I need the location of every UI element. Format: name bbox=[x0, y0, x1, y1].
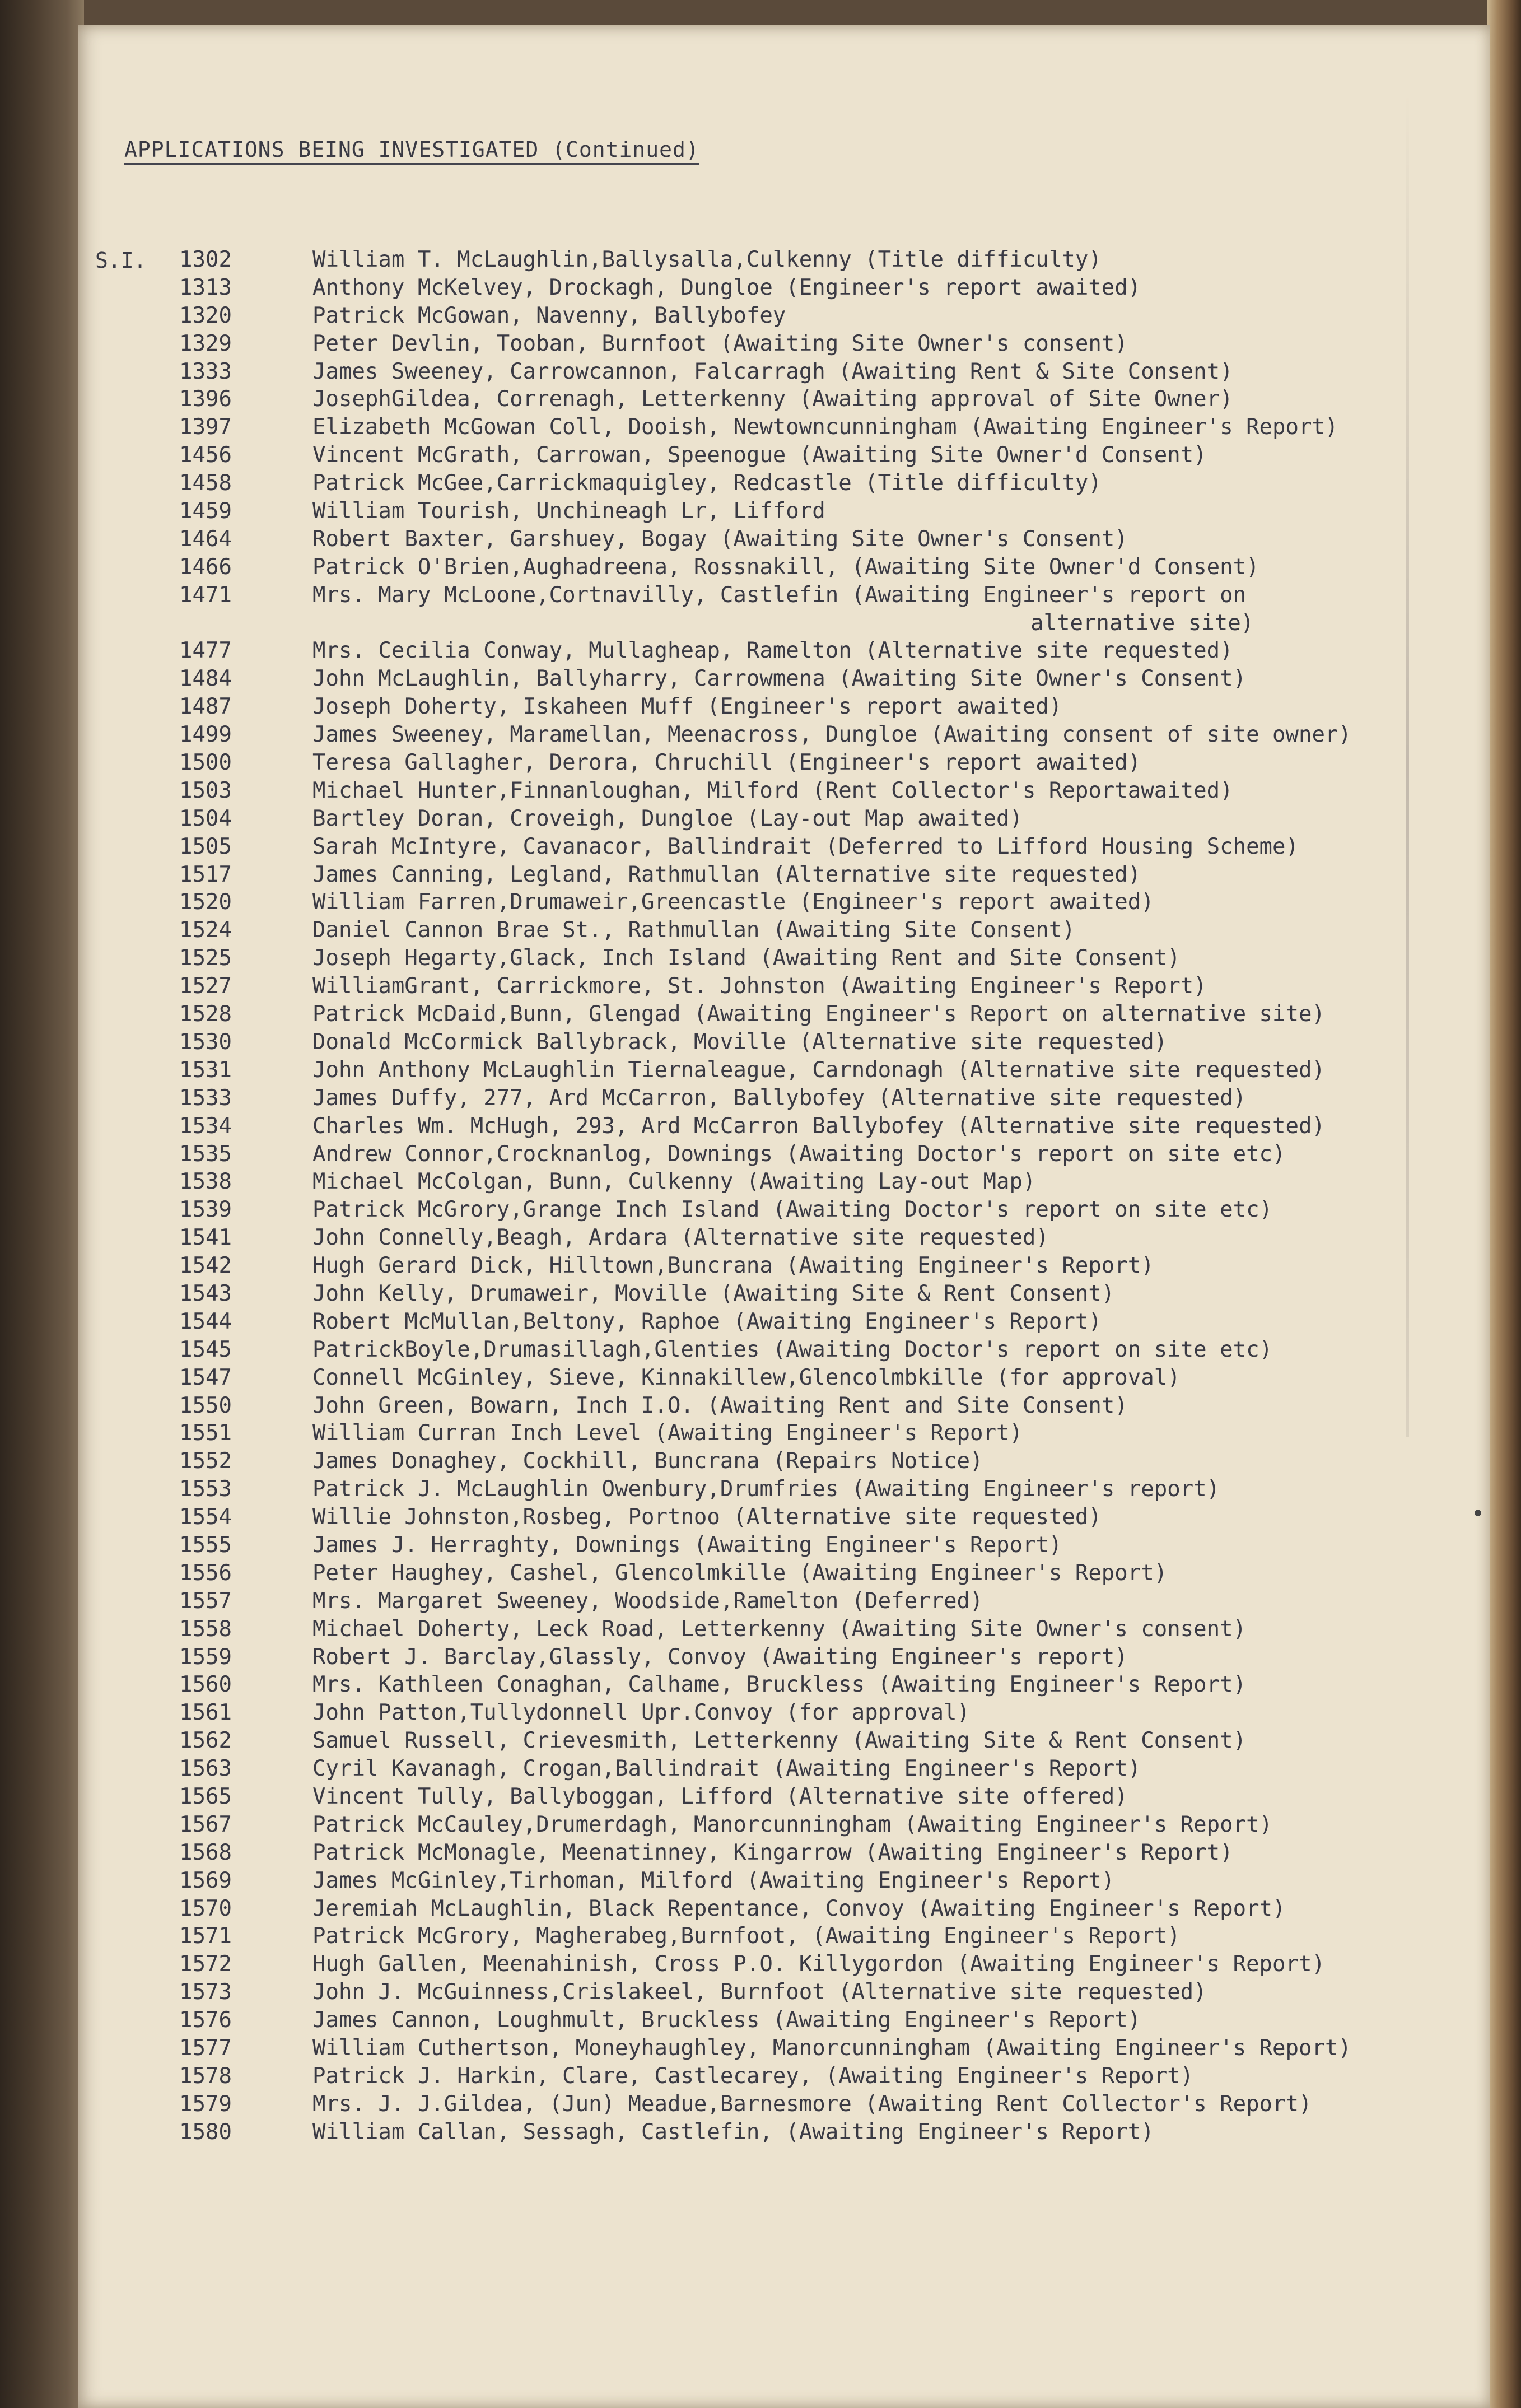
application-number: 1580 bbox=[179, 2119, 232, 2145]
application-details: John McLaughlin, Ballyharry, Carrowmena (Awaiting Site Owner's Consent) bbox=[312, 666, 1247, 692]
application-number: 1577 bbox=[179, 2036, 232, 2061]
application-details: Donald McCormick Ballybrack, Moville (Alternative site requested) bbox=[312, 1029, 1168, 1055]
application-details: John Connelly,Beagh, Ardara (Alternative site requested) bbox=[312, 1225, 1049, 1251]
application-details: Patrick McDaid,Bunn, Glengad (Awaiting Engineer's Report on alternative site) bbox=[312, 1002, 1325, 1027]
list-item bbox=[78, 1475, 1478, 1503]
application-number: 1329 bbox=[179, 330, 232, 356]
application-details: John Green, Bowarn, Inch I.O. (Awaiting Rent and Site Consent) bbox=[312, 1392, 1128, 1418]
list-item bbox=[78, 1811, 1478, 1839]
list-item bbox=[78, 1140, 1478, 1168]
list-item bbox=[78, 1168, 1478, 1196]
application-number: 1464 bbox=[179, 526, 232, 552]
application-number: 1578 bbox=[179, 2063, 232, 2089]
application-number: 1458 bbox=[179, 471, 232, 496]
application-number: 1538 bbox=[179, 1169, 232, 1195]
application-details: William Farren,Drumaweir,Greencastle (Engineer's report awaited) bbox=[312, 889, 1154, 915]
application-number: 1396 bbox=[179, 386, 232, 412]
application-number: 1553 bbox=[179, 1477, 232, 1502]
list-item bbox=[78, 805, 1478, 833]
application-number: 1535 bbox=[179, 1141, 232, 1167]
application-number: 1579 bbox=[179, 2091, 232, 2117]
application-number: 1563 bbox=[179, 1756, 232, 1782]
application-details: James J. Herraghty, Downings (Awaiting Engineer's Report) bbox=[312, 1532, 1062, 1558]
application-details: Hugh Gerard Dick, Hilltown,Buncrana (Awaiting Engineer's Report) bbox=[312, 1253, 1154, 1279]
application-number: 1320 bbox=[179, 302, 232, 328]
application-number: 1504 bbox=[179, 805, 232, 831]
list-item bbox=[78, 1196, 1478, 1224]
application-number: 1466 bbox=[179, 554, 232, 580]
application-details: JosephGildea, Correnagh, Letterkenny (Awaiting approval of Site Owner) bbox=[312, 386, 1233, 412]
list-item bbox=[78, 302, 1478, 330]
application-details: Anthony McKelvey, Drockagh, Dungloe (Engineer's report awaited) bbox=[312, 274, 1141, 300]
application-details: Patrick McMonagle, Meenatinney, Kingarrow (Awaiting Engineer's Report) bbox=[312, 1839, 1233, 1865]
application-details: Michael Hunter,Finnanloughan, Milford (Rent Collector's Reportawaited) bbox=[312, 777, 1233, 803]
application-number: 1533 bbox=[179, 1085, 232, 1111]
application-number: 1542 bbox=[179, 1253, 232, 1279]
list-item bbox=[78, 861, 1478, 889]
application-number: 1503 bbox=[179, 777, 232, 803]
application-details: James McGinley,Tirhoman, Milford (Awaiting Engineer's Report) bbox=[312, 1867, 1115, 1893]
application-number: 1559 bbox=[179, 1644, 232, 1670]
list-item bbox=[78, 1503, 1478, 1531]
application-details: James Canning, Legland, Rathmullan (Alternative site requested) bbox=[312, 861, 1141, 887]
list-item bbox=[78, 1308, 1478, 1336]
list-item bbox=[78, 1671, 1478, 1699]
application-number: 1557 bbox=[179, 1588, 232, 1614]
list-item bbox=[78, 1084, 1478, 1112]
list-item bbox=[78, 469, 1478, 497]
list-item bbox=[78, 665, 1478, 693]
list-item bbox=[78, 1028, 1478, 1056]
application-details: James Donaghey, Cockhill, Buncrana (Repairs Notice) bbox=[312, 1448, 983, 1474]
application-details: Michael McColgan, Bunn, Culkenny (Awaiting Lay-out Map) bbox=[312, 1169, 1036, 1195]
list-item bbox=[78, 2062, 1478, 2090]
application-details: PatrickBoyle,Drumasillagh,Glenties (Awaiting Doctor's report on site etc) bbox=[312, 1336, 1273, 1362]
application-details: Patrick McGee,Carrickmaquigley, Redcastle (Title difficulty) bbox=[312, 471, 1102, 496]
application-details: Andrew Connor,Crocknanlog, Downings (Awaiting Doctor's report on site etc) bbox=[312, 1141, 1286, 1167]
application-details: Mrs. Mary McLoone,Cortnavilly, Castlefin (Awaiting Engineer's report on bbox=[312, 582, 1247, 608]
application-details: Joseph Hegarty,Glack, Inch Island (Awaiting Rent and Site Consent) bbox=[312, 945, 1181, 971]
application-details: John Patton,Tullydonnell Upr.Convoy (for approval) bbox=[312, 1700, 970, 1726]
list-item bbox=[78, 1922, 1478, 1950]
application-number: 1528 bbox=[179, 1002, 232, 1027]
list-item bbox=[78, 330, 1478, 358]
application-number: 1499 bbox=[179, 722, 232, 748]
application-number: 1571 bbox=[179, 1923, 232, 1949]
application-number: 1525 bbox=[179, 945, 232, 971]
ink-dot-mark: • bbox=[1471, 1501, 1485, 1527]
application-details: Patrick J. McLaughlin Owenbury,Drumfries (Awaiting Engineer's report) bbox=[312, 1477, 1220, 1502]
application-number: 1544 bbox=[179, 1308, 232, 1334]
list-item bbox=[78, 1839, 1478, 1867]
application-number: 1527 bbox=[179, 974, 232, 999]
application-details: Michael Doherty, Leck Road, Letterkenny (Awaiting Site Owner's consent) bbox=[312, 1616, 1247, 1642]
application-details: Willie Johnston,Rosbeg, Portnoo (Alternative site requested) bbox=[312, 1505, 1102, 1530]
list-item bbox=[78, 1867, 1478, 1895]
list-item bbox=[78, 1056, 1478, 1084]
application-details: William T. McLaughlin,Ballysalla,Culkenny (Title difficulty) bbox=[312, 247, 1102, 272]
application-number: 1547 bbox=[179, 1364, 232, 1390]
application-details: Mrs. Kathleen Conaghan, Calhame, Bruckless (Awaiting Engineer's Report) bbox=[312, 1672, 1247, 1698]
application-details: WilliamGrant, Carrickmore, St. Johnston (Awaiting Engineer's Report) bbox=[312, 974, 1207, 999]
list-item bbox=[78, 1392, 1478, 1420]
application-details: Cyril Kavanagh, Crogan,Ballindrait (Awaiting Engineer's Report) bbox=[312, 1756, 1141, 1782]
application-details: Sarah McIntyre, Cavanacor, Ballindrait (Deferred to Lifford Housing Scheme) bbox=[312, 833, 1299, 859]
application-number: 1471 bbox=[179, 582, 232, 608]
application-number: 1550 bbox=[179, 1392, 232, 1418]
list-item bbox=[78, 553, 1478, 581]
list-item bbox=[78, 441, 1478, 469]
application-details: James Sweeney, Maramellan, Meenacross, Dungloe (Awaiting consent of site owner) bbox=[312, 722, 1351, 748]
list-item bbox=[78, 721, 1478, 749]
application-number: 1569 bbox=[179, 1867, 232, 1893]
application-details: Vincent Tully, Ballyboggan, Lifford (Alternative site offered) bbox=[312, 1783, 1128, 1809]
list-item bbox=[78, 1615, 1478, 1643]
application-details: Samuel Russell, Crievesmith, Letterkenny (Awaiting Site & Rent Consent) bbox=[312, 1728, 1247, 1754]
application-details: Mrs. J. J.Gildea, (Jun) Meadue,Barnesmore (Awaiting Rent Collector's Report) bbox=[312, 2091, 1312, 2117]
list-item bbox=[78, 2034, 1478, 2062]
application-number: 1551 bbox=[179, 1420, 232, 1446]
list-item bbox=[78, 916, 1478, 944]
list-item bbox=[78, 1224, 1478, 1252]
application-details: Hugh Gallen, Meenahinish, Cross P.O. Killygordon (Awaiting Engineer's Report) bbox=[312, 1951, 1325, 1977]
list-item bbox=[78, 944, 1478, 972]
application-details: Patrick McCauley,Drumerdagh, Manorcunningham (Awaiting Engineer's Report) bbox=[312, 1811, 1273, 1837]
application-details: Patrick McGrory, Magherabeg,Burnfoot, (Awaiting Engineer's Report) bbox=[312, 1923, 1181, 1949]
application-details: Patrick McGowan, Navenny, Ballybofey bbox=[312, 302, 786, 328]
list-item bbox=[78, 1531, 1478, 1559]
list-item bbox=[78, 1447, 1478, 1475]
application-details: Joseph Doherty, Iskaheen Muff (Engineer's report awaited) bbox=[312, 694, 1062, 720]
application-number: 1456 bbox=[179, 443, 232, 468]
application-number: 1552 bbox=[179, 1448, 232, 1474]
list-item bbox=[78, 637, 1478, 665]
application-number: 1477 bbox=[179, 638, 232, 664]
application-number: 1572 bbox=[179, 1951, 232, 1977]
section-label: S.I. bbox=[95, 248, 147, 273]
application-number: 1534 bbox=[179, 1113, 232, 1139]
applications-list bbox=[78, 246, 1478, 2146]
application-number: 1562 bbox=[179, 1728, 232, 1754]
application-details: James Cannon, Loughmult, Bruckless (Awaiting Engineer's Report) bbox=[312, 2008, 1141, 2033]
list-item bbox=[78, 1699, 1478, 1727]
application-details: Peter Haughey, Cashel, Glencolmkille (Awaiting Engineer's Report) bbox=[312, 1560, 1168, 1586]
application-details: Daniel Cannon Brae St., Rathmullan (Awaiting Site Consent) bbox=[312, 917, 1075, 943]
application-details: Mrs. Margaret Sweeney, Woodside,Ramelton (Deferred) bbox=[312, 1588, 983, 1614]
application-details: William Cuthertson, Moneyhaughley, Manorcunningham (Awaiting Engineer's Report) bbox=[312, 2036, 1351, 2061]
application-details: Patrick J. Harkin, Clare, Castlecarey, (Awaiting Engineer's Report) bbox=[312, 2063, 1194, 2089]
application-number: 1302 bbox=[179, 247, 232, 272]
list-item bbox=[78, 1364, 1478, 1392]
application-number: 1576 bbox=[179, 2008, 232, 2033]
list-item bbox=[78, 1727, 1478, 1755]
list-item bbox=[78, 246, 1478, 274]
application-details: Bartley Doran, Croveigh, Dungloe (Lay-out Map awaited) bbox=[312, 805, 1023, 831]
list-item bbox=[78, 777, 1478, 805]
application-number: 1524 bbox=[179, 917, 232, 943]
list-item bbox=[78, 2090, 1478, 2118]
application-details: William Callan, Sessagh, Castlefin, (Awaiting Engineer's Report) bbox=[312, 2119, 1154, 2145]
application-details: James Sweeney, Carrowcannon, Falcarragh (Awaiting Rent & Site Consent) bbox=[312, 358, 1233, 384]
application-number: 1561 bbox=[179, 1700, 232, 1726]
application-number: 1558 bbox=[179, 1616, 232, 1642]
list-item bbox=[78, 1000, 1478, 1028]
list-item bbox=[78, 1112, 1478, 1140]
list-item bbox=[78, 413, 1478, 441]
application-number: 1459 bbox=[179, 499, 232, 524]
application-number: 1565 bbox=[179, 1783, 232, 1809]
list-item bbox=[78, 972, 1478, 1000]
list-item bbox=[78, 1419, 1478, 1447]
application-number: 1397 bbox=[179, 414, 232, 440]
application-number: 1554 bbox=[179, 1505, 232, 1530]
application-number: 1541 bbox=[179, 1225, 232, 1251]
application-details: John Anthony McLaughlin Tiernaleague, Carndonagh (Alternative site requested) bbox=[312, 1057, 1325, 1083]
list-item bbox=[78, 1559, 1478, 1587]
application-details: Connell McGinley, Sieve, Kinnakillew,Glencolmbkille (for approval) bbox=[312, 1364, 1181, 1390]
application-details: Peter Devlin, Tooban, Burnfoot (Awaiting Site Owner's consent) bbox=[312, 330, 1128, 356]
application-number: 1560 bbox=[179, 1672, 232, 1698]
application-number: 1530 bbox=[179, 1029, 232, 1055]
application-number: 1313 bbox=[179, 274, 232, 300]
list-item bbox=[78, 1895, 1478, 1923]
application-details: alternative site) bbox=[1030, 610, 1254, 636]
list-item bbox=[78, 497, 1478, 525]
list-item bbox=[78, 274, 1478, 302]
application-details: Vincent McGrath, Carrowan, Speenogue (Awaiting Site Owner'd Consent) bbox=[312, 443, 1207, 468]
list-item bbox=[78, 1336, 1478, 1364]
list-item bbox=[78, 2006, 1478, 2034]
application-details: Jeremiah McLaughlin, Black Repentance, Convoy (Awaiting Engineer's Report) bbox=[312, 1895, 1286, 1921]
application-number: 1555 bbox=[179, 1532, 232, 1558]
list-item bbox=[78, 1587, 1478, 1615]
application-number: 1500 bbox=[179, 750, 232, 776]
list-item bbox=[78, 525, 1478, 553]
list-item bbox=[78, 888, 1478, 916]
application-details: James Duffy, 277, Ard McCarron, Ballybofey (Alternative site requested) bbox=[312, 1085, 1247, 1111]
book-binding-left bbox=[0, 0, 84, 2408]
list-item bbox=[78, 581, 1478, 609]
application-details: Teresa Gallagher, Derora, Chruchill (Engineer's report awaited) bbox=[312, 750, 1141, 776]
list-item bbox=[78, 358, 1478, 386]
list-item bbox=[78, 693, 1478, 721]
application-details: Robert McMullan,Beltony, Raphoe (Awaiting Engineer's Report) bbox=[312, 1308, 1102, 1334]
page-heading: APPLICATIONS BEING INVESTIGATED (Continued) bbox=[124, 137, 699, 165]
application-number: 1531 bbox=[179, 1057, 232, 1083]
application-details: John Kelly, Drumaweir, Moville (Awaiting Site & Rent Consent) bbox=[312, 1280, 1115, 1306]
application-number: 1545 bbox=[179, 1336, 232, 1362]
document-page bbox=[78, 25, 1490, 2408]
application-details: Mrs. Cecilia Conway, Mullagheap, Ramelton (Alternative site requested) bbox=[312, 638, 1233, 664]
application-number: 1539 bbox=[179, 1197, 232, 1223]
list-item bbox=[78, 1643, 1478, 1671]
application-number: 1570 bbox=[179, 1895, 232, 1921]
application-details: Robert J. Barclay,Glassly, Convoy (Awaiting Engineer's report) bbox=[312, 1644, 1128, 1670]
application-details: John J. McGuinness,Crislakeel, Burnfoot (Alternative site requested) bbox=[312, 1980, 1207, 2005]
application-details: Elizabeth McGowan Coll, Dooish, Newtowncunningham (Awaiting Engineer's Report) bbox=[312, 414, 1338, 440]
application-details: William Tourish, Unchineagh Lr, Lifford bbox=[312, 499, 825, 524]
application-number: 1517 bbox=[179, 861, 232, 887]
application-details: Charles Wm. McHugh, 293, Ard McCarron Ballybofey (Alternative site requested) bbox=[312, 1113, 1325, 1139]
list-item bbox=[78, 2118, 1478, 2146]
application-details: Patrick O'Brien,Aughadreena, Rossnakill, (Awaiting Site Owner'd Consent) bbox=[312, 554, 1259, 580]
application-number: 1556 bbox=[179, 1560, 232, 1586]
application-details: Robert Baxter, Garshuey, Bogay (Awaiting Site Owner's Consent) bbox=[312, 526, 1128, 552]
application-details: William Curran Inch Level (Awaiting Engineer's Report) bbox=[312, 1420, 1023, 1446]
list-item bbox=[78, 1755, 1478, 1783]
list-item bbox=[78, 385, 1478, 413]
list-item bbox=[78, 1950, 1478, 1978]
application-number: 1484 bbox=[179, 666, 232, 692]
application-number: 1543 bbox=[179, 1280, 232, 1306]
application-number: 1333 bbox=[179, 358, 232, 384]
list-item bbox=[78, 609, 1478, 637]
application-number: 1573 bbox=[179, 1980, 232, 2005]
application-details: Patrick McGrory,Grange Inch Island (Awaiting Doctor's report on site etc) bbox=[312, 1197, 1273, 1223]
list-item bbox=[78, 1978, 1478, 2006]
book-page-edges-right bbox=[1487, 0, 1521, 2408]
list-item bbox=[78, 833, 1478, 861]
list-item bbox=[78, 1252, 1478, 1280]
list-item bbox=[78, 1783, 1478, 1811]
application-number: 1487 bbox=[179, 694, 232, 720]
application-number: 1567 bbox=[179, 1811, 232, 1837]
application-number: 1520 bbox=[179, 889, 232, 915]
application-number: 1568 bbox=[179, 1839, 232, 1865]
list-item bbox=[78, 1280, 1478, 1308]
application-number: 1505 bbox=[179, 833, 232, 859]
list-item bbox=[78, 749, 1478, 777]
